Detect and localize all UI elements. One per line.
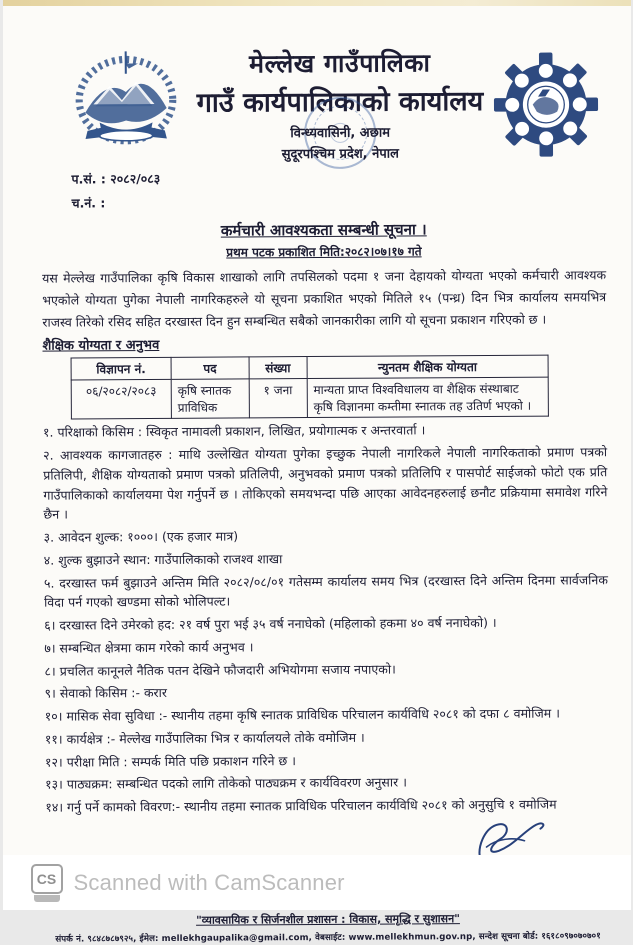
cs-logo-tab bbox=[34, 895, 60, 902]
list-item: ९। सेवाको किसिम :- करार bbox=[44, 685, 167, 701]
province-line: सुदूरपश्चिम प्रदेश, नेपाल bbox=[281, 146, 399, 163]
notice-title-block bbox=[41, 218, 605, 261]
list-item: २. आवश्यक कागजातहरु : माथि उल्लेखित योग्यता पुगेका इच्छुक नेपाली नागरिकले नेपाली नागरिकताको प्रमाण पत्रको प्रतिलिपी, शैक्षिक योग्यताको प्रमाण पत्रको प्रतिलिपी, अनुभवको प्रमाण पत्रको प्रतिलिपि र पासपोर्ट साईजको फोटो एक प्रति गाउँपालिकाको कार्यालयमा पेश गर्नुपर्ने छ । तोकिएको समयभन्दा पछि आएका आवेदनहरुलाई छनौट प्रक्रियामा समावेश गरिने छैन । bbox=[42, 444, 607, 522]
municipality-name: मेल्लेख गाउँपालिका bbox=[248, 48, 431, 79]
notice-items bbox=[42, 419, 608, 817]
cell-qualification: मान्यता प्राप्त विश्वविधालय वा शैक्षिक संस्थाबाट कृषि विज्ञानमा कम्तीमा स्नातक तह उतिर्ण भएको । bbox=[306, 377, 548, 417]
scanned-document-page bbox=[3, 0, 631, 945]
table-row bbox=[71, 377, 548, 419]
list-item: १२। परीक्षा मिति : सम्पर्क मिति पछि प्रकाशन गरिने छ । bbox=[44, 752, 296, 770]
cs-logo-text: CS bbox=[31, 864, 63, 894]
nepal-coat-of-arms-icon bbox=[64, 41, 187, 164]
table-header-row bbox=[71, 355, 548, 380]
office-name: गाउँ कार्यपालिकाको कार्यालय bbox=[196, 85, 483, 119]
cell-post: कृषि स्नातक प्राविधिक bbox=[171, 379, 249, 418]
cell-count: १ जना bbox=[248, 379, 306, 418]
list-item: ११। कार्यक्षेत्र :- मेल्लेख गाउँपालिका भित्र र कार्यालयले तोके वमोजिम । bbox=[44, 729, 365, 747]
notice-intro-paragraph: यस मेल्लेख गाउँपालिका कृषि विकास शाखाको लागि तपसिलको पदमा १ जना देहायको योग्यता भएको कर्मचारी आवश्यक भएकोले योग्यता पुगेका नेपाली नागरिकहरुले यो सूचना प्रकाशित भएको मितिले १५ (पन्ध्र) दिन भित्र कार्यालय समयभित्र राजस्व तिरेको रसिद सहित दरखास्त दिन हुन सम्बन्धित सबैको जानकारीका लागि यो सूचना प्रकाशन गरिएको छ । bbox=[41, 266, 606, 330]
col-header-advert-no: विज्ञापन नं. bbox=[71, 358, 171, 381]
footer-contact-line: संपर्क नं. ९८४८७८७९२५, ईमेल: mellekhgaupalika@gmail.com, वेबसाईट: www.mellekhmun.gov.np, सन्देश सूचना बोर्ड: १६१८०९७०७०७०१ bbox=[54, 931, 601, 945]
col-header-post: पद bbox=[170, 357, 248, 379]
footer-motto: "व्यावसायिक र सिर्जनशील प्रशासन : विकास, समृद्धि र सुशासन" bbox=[195, 911, 460, 927]
notice-title: कर्मचारी आवश्यकता सम्बन्धी सूचना । bbox=[220, 219, 427, 240]
dispatch-number: च.नं. : bbox=[71, 195, 105, 211]
list-item: ६। दरखास्त दिने उमेरको हद: २१ वर्ष पुरा भई ३५ वर्ष ननाघेको (महिलाको हकमा ४० वर्ष ननाघेको) । bbox=[43, 614, 497, 633]
letterhead bbox=[40, 38, 605, 165]
camscanner-icon bbox=[31, 864, 63, 902]
list-item: ३. आवेदन शुल्क: १०००। (एक हजार मात्र) bbox=[43, 528, 238, 545]
vacancy-table bbox=[70, 355, 548, 420]
camscanner-bar bbox=[3, 855, 631, 910]
address-block bbox=[281, 122, 398, 162]
reference-numbers bbox=[71, 164, 605, 215]
camscanner-label: Scanned with CamScanner bbox=[73, 869, 345, 895]
letterhead-text bbox=[186, 39, 493, 163]
list-item: १. परिक्षाको किसिम : स्विकृत नामावली प्रकाशन, लिखित, प्रयोगात्मक र अन्तरवार्ता । bbox=[42, 422, 425, 440]
municipality-seal-icon bbox=[492, 46, 599, 163]
list-item: ७। सम्बन्धित क्षेत्रमा काम गरेको कार्य अनुभव । bbox=[43, 639, 253, 656]
list-item: १३। पाठ्यक्रम: सम्बन्धित पदको लागि तोकेको पाठ्यक्रम र कार्यविवरण अनुसार । bbox=[44, 774, 407, 792]
list-item: १४। गर्नु पर्ने कामको विवरण:- स्थानीय तहमा स्नातक प्राविधिक परिचालन कार्यविधि २०८१ को अनुसुचि १ वमोजिम bbox=[44, 796, 557, 815]
list-item: ५. दरखास्त फर्म बुझाउने अन्तिम मिति २०८२/०८/०१ गतेसम्म कार्यालय समय भित्र (दरखास्त दिने अन्तिम दिनमा सार्वजनिक विदा पर्न गएको खण्डमा सोको भोलिपल्ट। bbox=[43, 571, 608, 610]
ref-number: प.सं. : २०८२/०८३ bbox=[70, 170, 160, 187]
col-header-count: संख्या bbox=[248, 357, 306, 379]
qualification-heading: शैक्षिक योग्यता र अनुभव bbox=[41, 338, 159, 354]
list-item: ८। प्रचलित कानूनले नैतिक पतन देखिने फौजदारी अभियोगमा सजाय नपाएको। bbox=[43, 661, 396, 679]
published-date: प्रथम पटक प्रकाशित मिति:२०८२।०७।१७ गते bbox=[225, 243, 422, 260]
list-item: १०। मासिक सेवा सुविधा :- स्थानीय तहमा कृषि स्नातक प्राविधिक परिचालन कार्यविधि २०८१ को दफा ८ वमोजिम । bbox=[44, 705, 560, 724]
col-header-qualification: न्युनतम शैक्षिक योग्यता bbox=[306, 355, 547, 378]
scan-edge-artifact bbox=[3, 0, 631, 6]
cell-advert-no: ०६/२०८२/२०८३ bbox=[71, 380, 171, 420]
list-item: ४. शुल्क बुझाउने स्थान: गाउँपालिकाको राजश्व शाखा bbox=[43, 550, 282, 568]
address-line: विन्ध्यवासिनी, अछाम bbox=[289, 125, 390, 142]
